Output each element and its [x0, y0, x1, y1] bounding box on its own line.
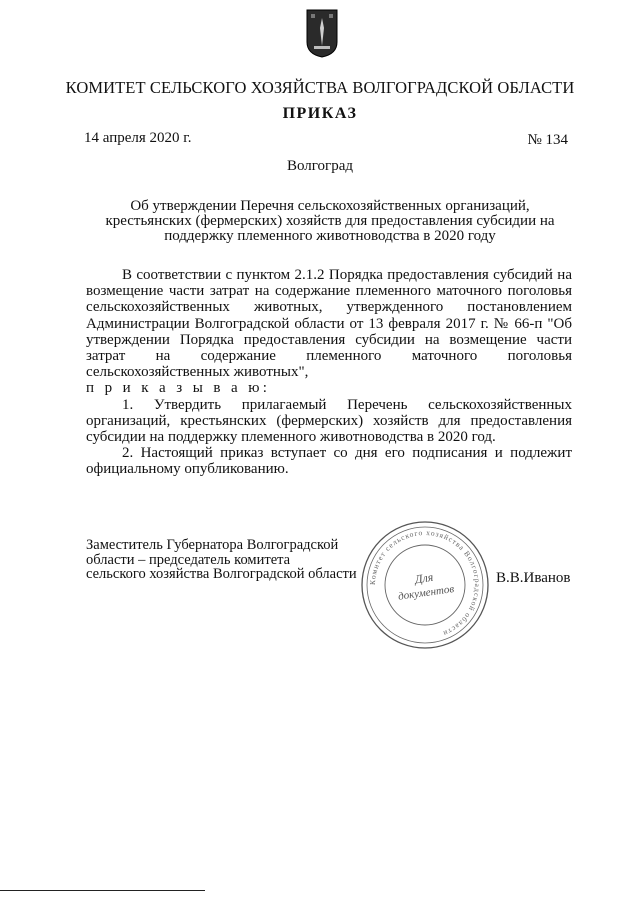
order-subject — [70, 199, 590, 244]
committee-name: КОМИТЕТ СЕЛЬСКОГО ХОЗЯЙСТВА ВОЛГОГРАДСКОЙ ОБЛАСТИ — [65, 78, 575, 97]
seal-text-line: Для — [413, 569, 435, 587]
coat-of-arms-emblem — [305, 8, 339, 58]
footnote-divider — [0, 890, 205, 891]
subject-line: Об утверждении Перечня сельскохозяйственных организаций, — [130, 198, 530, 214]
document-type-title: ПРИКАЗ — [282, 105, 358, 122]
official-seal-stamp — [358, 518, 492, 652]
subject-line: крестьянских (фермерских) хозяйств для предоставления субсидии на — [105, 213, 555, 229]
decree-word: п р и к а з ы в а ю: — [86, 380, 271, 397]
city-name: Волгоград — [286, 158, 353, 174]
order-number: № 134 — [527, 132, 568, 148]
position-line: сельского хозяйства Волгоградской области — [86, 566, 357, 582]
seal-ring-text: Комитет сельского хозяйства Волгоградской области — [367, 527, 483, 639]
seal-text-line: документов — [397, 583, 455, 603]
position-line: Заместитель Губернатора Волгоградской — [86, 537, 339, 553]
signatory-name: В.В.Иванов — [496, 570, 571, 586]
order-body — [86, 267, 572, 478]
order-item-1: 1. Утвердить прилагаемый Перечень сельскохозяйственных организаций, крестьянских (фермерских) хозяйств для предоставления субсидии на поддержку племенного животноводства в 2020 год. — [86, 396, 572, 446]
order-date: 14 апреля 2020 г. — [84, 130, 192, 146]
order-item-2: 2. Настоящий приказ вступает со дня его подписания и подлежит официальному опубликованию. — [86, 445, 572, 478]
position-line: области – председатель комитета — [86, 551, 291, 568]
signatory-position — [86, 538, 386, 582]
subject-line: поддержку племенного животноводства в 2020 году — [164, 228, 496, 244]
body-intro-paragraph: В соответствии с пунктом 2.1.2 Порядка предоставления субсидий на возмещение части затрат на содержание племенного маточного поголовья сельскохозяйственных животных, утвержденного постановлением Администрации Волгоградской области от 13 февраля 2017 г. № 66-п "Об утверждении Порядка предоставления субсидии на возмещение части затрат на содержание племенного маточного поголовья сельскохозяйственных животных", — [86, 267, 572, 381]
